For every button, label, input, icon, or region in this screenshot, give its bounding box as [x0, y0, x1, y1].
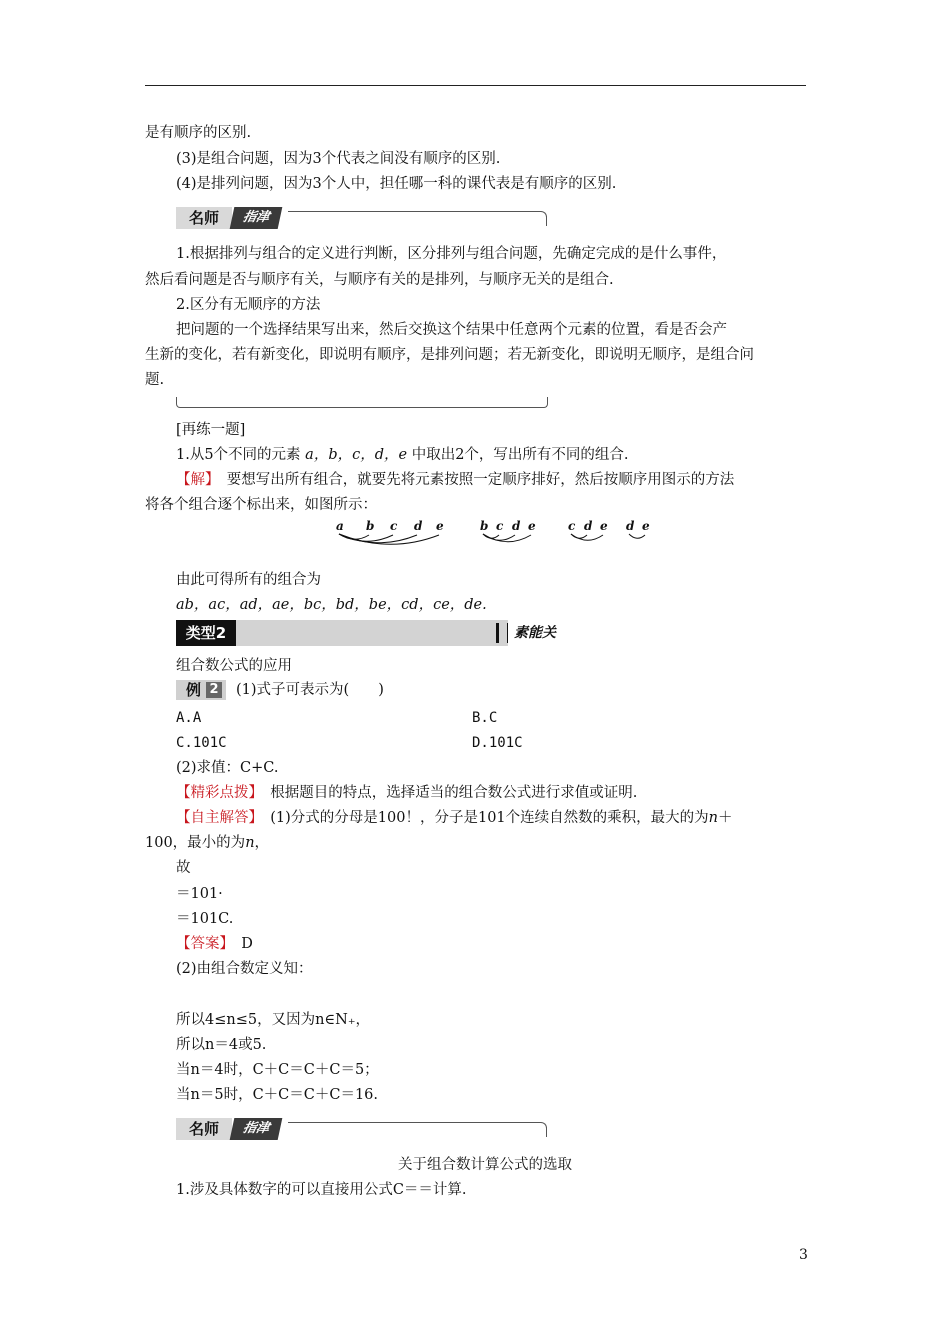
type-label: 类型2 — [176, 620, 236, 646]
text-line: (2)由组合数定义知： — [176, 961, 313, 977]
text-line: 当n＝5时，C＋C＝C＋C＝16. — [176, 1087, 379, 1103]
question-1: (1)式子可表示为( ) — [236, 682, 384, 698]
text-line: 2.区分有无顺序的方法 — [176, 297, 321, 313]
option-d: D.101C — [472, 735, 523, 751]
diagram-letter: e — [436, 519, 444, 533]
text-line: 把问题的一个选择结果写出来，然后交换这个结果中任意两个元素的位置，看是否会产 — [176, 322, 727, 338]
section-type-bar — [176, 620, 596, 646]
tip-frame — [288, 1122, 547, 1137]
text-line: 生新的变化，若有新变化，即说明有顺序，是排列问题；若无新变化，即说明无顺序，是组合问 — [145, 347, 754, 363]
example-badge: 例 2 — [176, 680, 226, 700]
text-line: 1.根据排列与组合的定义进行判断，区分排列与组合问题，先确定完成的是什么事件， — [176, 246, 727, 262]
diagram-letter: c — [568, 519, 576, 533]
text-line: 所以4≤n≤5，又因为n∈N₊， — [176, 1012, 371, 1028]
hint-label: 【精彩点拨】 — [176, 785, 256, 801]
solution-label: 【解】 — [176, 472, 213, 488]
option-c: C.101C — [176, 735, 227, 751]
type-label-right: 素能关 — [508, 620, 596, 646]
answer-label: 【自主解答】 — [176, 810, 256, 826]
solution-line: 【解】 要想写出所有组合，就要先将元素按照一定顺序排好，然后按顺序用图示的方法 — [176, 472, 735, 488]
key-line: 【答案】 D — [176, 936, 253, 952]
option-a: A.A — [176, 710, 202, 726]
text-line: 故 — [176, 860, 191, 876]
tip-label: 名师 — [176, 207, 232, 229]
diagram-letter: a — [336, 519, 344, 533]
text-line: 题. — [145, 372, 165, 388]
question-2: (2)求值：C+C. — [176, 760, 279, 776]
diagram-letter: c — [390, 519, 398, 533]
tip-title: 关于组合数计算公式的选取 — [398, 1157, 572, 1173]
text-line: 然后看问题是否与顺序有关，与顺序有关的是排列，与顺序无关的是组合. — [145, 272, 614, 288]
section-title: 组合数公式的应用 — [176, 658, 292, 674]
diagram-arc — [629, 534, 645, 538]
text-line: 是有顺序的区别. — [145, 125, 252, 141]
diagram-letter: b — [480, 519, 489, 533]
diagram-letter: d — [626, 519, 635, 533]
combinations-list: ab，ac，ad，ae，bc，bd，be，cd，ce，de. — [176, 597, 487, 613]
diagram-letter: e — [642, 519, 650, 533]
text-line: 1.涉及具体数字的可以直接用公式C＝＝计算. — [176, 1182, 467, 1198]
hint-line: 【精彩点拨】 根据题目的特点，选择适当的组合数公式进行求值或证明. — [176, 785, 638, 801]
equation-line: ＝101· — [176, 886, 223, 902]
option-b: B.C — [472, 710, 498, 726]
diagram-letter: b — [366, 519, 375, 533]
answer-line: 【自主解答】 (1)分式的分母是100！，分子是101个连续自然数的乘积，最大的为n＋ — [176, 810, 733, 826]
diagram-letter: e — [528, 519, 536, 533]
diagram-letter: d — [414, 519, 423, 533]
text-line: 100，最小的为n， — [145, 835, 270, 851]
key-label: 【答案】 — [176, 936, 227, 952]
text-line: 由此可得所有的组合为 — [176, 572, 321, 588]
tip-box-bottom — [176, 397, 548, 408]
tip-frame — [288, 211, 547, 226]
equation-line: ＝101C. — [176, 911, 234, 927]
tip-label-italic: 指津 — [230, 207, 283, 229]
tip-label-italic: 指津 — [230, 1118, 283, 1140]
text-line: 当n＝4时，C＋C＝C＋C＝5； — [176, 1062, 379, 1078]
practice-question: 1.从5个不同的元素 a，b，c，d，e 中取出2个，写出所有不同的组合. — [176, 447, 629, 463]
diagram-arc — [483, 534, 531, 542]
text-line: 将各个组合逐个标出来，如图所示： — [145, 497, 377, 513]
combination-diagram — [330, 518, 660, 552]
page-number: 3 — [799, 1247, 808, 1263]
text-line: (4)是排列问题，因为3个人中，担任哪一科的课代表是有顺序的区别. — [176, 176, 617, 192]
diagram-letter: d — [512, 519, 521, 533]
text-line: (3)是组合问题，因为3个代表之间没有顺序的区别. — [176, 151, 501, 167]
diagram-letter: e — [600, 519, 608, 533]
diagram-letter: d — [584, 519, 593, 533]
header-rule — [145, 85, 806, 86]
diagram-arc — [571, 534, 603, 540]
practice-heading: [再练一题] — [176, 422, 246, 438]
tip-label: 名师 — [176, 1118, 232, 1140]
text-line: 所以n＝4或5. — [176, 1037, 267, 1053]
diagram-letter: c — [496, 519, 504, 533]
